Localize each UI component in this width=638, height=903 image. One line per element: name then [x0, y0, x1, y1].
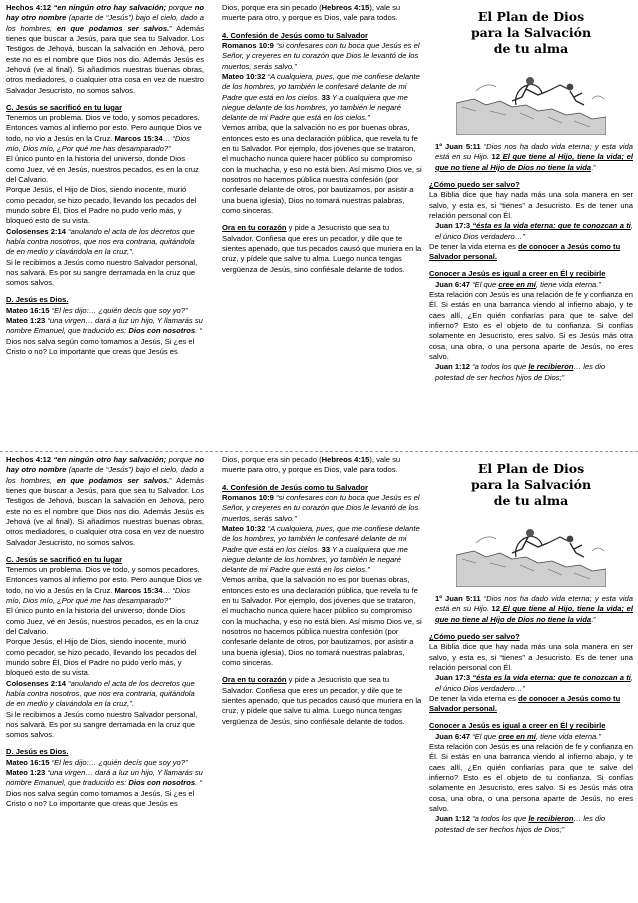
verse-quote: Y a cualquiera que me niegue delante de los hombres, yo también le negaré delante de mi Padre que está en los cielos.”: [222, 92, 408, 123]
verse-quote: en que podamos ser salvos.: [52, 475, 170, 485]
verse-ref: Mateo 1:23: [6, 768, 46, 778]
section-heading: C. Jesús se sacrificó en tu lugar: [6, 554, 123, 564]
title-line: El Plan de Dios: [477, 461, 585, 476]
verse-quote: “Dios mío, Dios mío, ¿Por qué me has desamparado?”: [6, 585, 191, 606]
verse-quote: , el único Dios verdadero…”: [435, 221, 633, 241]
title-line: de tu alma: [493, 493, 569, 508]
verse-quote: … les dio potestad de ser hechos hijos de Dios;”: [435, 814, 606, 834]
verse-quote: .”: [591, 162, 596, 172]
verse-quote: cree en mí: [498, 731, 536, 741]
verse-quote: ”: [169, 475, 172, 485]
section-heading: Conocer a Jesús es igual a creer en Él y recibirle: [429, 721, 606, 731]
body-text: ), vale su muerte para otro, y porque es Dios, vale para todos.: [222, 455, 401, 475]
verse-quote: no hay otro nombre: [6, 455, 204, 475]
verse-ref: 1º Juan 5:11: [435, 142, 481, 151]
paragraph-sacrificio: [6, 113, 204, 154]
verse-ref: 12: [488, 604, 501, 614]
verse-juan6: [429, 280, 633, 290]
column-middle: [222, 3, 422, 449]
cliff-rescue-illustration: [456, 61, 606, 135]
column-left: [6, 455, 204, 901]
paragraph-mateo-10: [222, 72, 422, 124]
emphasis-text: Ora en tu corazón: [222, 675, 287, 685]
verse-quote: “El les dijo:… ¿quién decís que soy yo?”: [49, 757, 188, 767]
verse-quote: “a todos los que: [470, 814, 529, 824]
verse-ref: Mateo 16:15: [6, 757, 50, 767]
column-left: [6, 3, 204, 449]
body-text: Si le recibimos a Jesús como nuestro Salvador personal, nos salvará. Es por su sangre derramada en la cruz que somos salvos.: [6, 257, 198, 288]
verse-quote: “El que: [470, 279, 499, 289]
verse-ref: Colosenses 2:14: [6, 226, 66, 236]
paragraph-sacrificio: [6, 565, 204, 606]
verse-quote: El que tiene al Hijo, tiene la vida; el que no tiene al Hijo de Dios no tiene la vida: [435, 604, 633, 624]
paragraph-mateo: [6, 758, 204, 768]
verse-quote: “A cualquiera, pues, que me confiese delante de los hombres, yo también le confesaré delante de mi Padre que está en los cielos.: [222, 71, 420, 102]
verse-juan1: [429, 814, 633, 835]
verse-quote: “si confesares con tu boca que Jesús es el Señor, y creyeres en tu corazón que Dios le levantó de los muertos, serás salvo.”: [222, 40, 420, 71]
verse-quote: “anulando el acta de los decretos que había contra nosotros, que nos era contraria, quitándola de en medio y clavándola en la cruz,”.: [6, 678, 195, 709]
paragraph-conocer: [429, 694, 633, 715]
paragraph-romanos: [222, 493, 422, 524]
column-middle: [222, 455, 422, 901]
verse-ref: Juan 1:12: [435, 362, 471, 372]
verse-ref: 33: [319, 544, 331, 554]
body-text: Dios nos salva según como tomamos a Jesús, Si ¿es el Cristo o no? Lo importante que creas que Jesús es: [6, 336, 195, 356]
verse-juan17: [429, 673, 633, 694]
body-text: ), vale su muerte para otro, y porque es Dios, vale para todos.: [222, 3, 401, 23]
verse-ref: Juan 6:47: [435, 279, 471, 289]
verse-quote: “Dios nos ha dado vida eterna; y esta vida está en su Hijo.: [435, 594, 633, 614]
body-text: Porque Jesús, el Hijo de Dios, siendo inocente, murió como pecador, se hizo pecado, llevando los pecados del mundo sobre Él, Dios el Padre no pudo verlo más, y bloqueó esto de su vista.: [6, 185, 197, 226]
paragraph-hebreos: [222, 3, 422, 24]
column-right: [429, 455, 633, 901]
column-right: [429, 3, 633, 449]
verse-quote: ”: [169, 23, 172, 33]
verse-quote: (aparte de “Jesús”) bajo el cielo, dado a los hombres,: [6, 465, 204, 485]
body-text: El único punto en la historia del universo, donde Dios como Juez, vé en Jesús, nuestros pecados, es en la cruz del Calvario.: [6, 606, 199, 636]
verse-ref: Hechos 4:12: [6, 3, 52, 12]
verse-quote: porque: [166, 455, 193, 464]
body-text: Porque Jesús, el Hijo de Dios, siendo inocente, murió como pecador, se hizo pecado, llevando los pecados del mundo sobre Él, Dios el Padre no pudo verlo más, y bloqueó esto de su vista.: [6, 637, 197, 678]
section-heading: D. Jesús es Dios.: [6, 295, 69, 305]
verse-ref: Hebreos 4:15: [321, 3, 370, 12]
brochure-bottom: [0, 452, 638, 903]
body-text: …: [162, 585, 171, 595]
verse-quote: “en ningún otro hay salvación;: [53, 3, 167, 12]
verse-quote: “a todos los que: [470, 362, 529, 372]
cliff-rescue-illustration: [456, 513, 606, 587]
body-text: y pide a Jesucristo que sea tu Salvador. Confiesa que eres un pecador, y dile que te sientes apenado, que tus pecados causó que muriera en la cruz, y pídele que salve tu alma. Luego nunca tengas vergüenza de Jesús, sino confiésale delante de todos.: [222, 675, 422, 726]
section-heading: ¿Cómo puedo ser salvo?: [429, 631, 520, 641]
verse-ref: Juan 17:3: [435, 673, 471, 683]
paragraph-romanos: [222, 41, 422, 72]
section-heading: Conocer a Jesús es igual a creer en Él y recibirle: [429, 269, 606, 279]
body-text: El único punto en la historia del universo, donde Dios como Juez, vé en Jesús, nuestros pecados, es en la cruz del Calvario.: [6, 154, 199, 184]
body-text: Vemos arriba, que la salvación no es por buenas obras, entonces esto es una declaración pública, que revela tu fe en tu Salvador. Por ejemplo, dos jóvenes que se trataron, el muchacho nunca quiere hacer público su compromiso con la muchacha, y eso no está bien. Así mismo Dios ve, si nosotros no hacemos pública nuestra confesión (por confesarle delante de otros, por bautizarnos, por asistir a una buena iglesia), Dios no tomará nuestras palabras, como sinceras.: [222, 575, 422, 667]
verse-quote: “ésta es la vida eterna: que te conozcan a ti: [470, 673, 631, 683]
verse-quote: , tiene vida eterna.”: [535, 279, 601, 289]
paragraph-ora: [222, 675, 422, 727]
verse-1juan: [429, 142, 633, 173]
verse-ref: Juan 17:3: [435, 221, 471, 231]
verse-1juan: [429, 594, 633, 625]
verse-ref: Juan 1:12: [435, 814, 471, 824]
verse-quote: “anulando el acta de los decretos que había contra nosotros, que nos era contraria, quitándola de en medio y clavándola en la cruz,”.: [6, 226, 195, 257]
section-heading: ¿Cómo puedo ser salvo?: [429, 179, 520, 189]
body-text: Dios, porque era sin pecado (: [222, 455, 322, 464]
body-text: y pide a Jesucristo que sea tu Salvador. Confiesa que eres un pecador, y dile que te sientes apenado, que tus pecados causó que muriera en la cruz, y pídele que salve tu alma. Luego nunca tengas vergüenza de Jesús, sino confiésale delante de todos.: [222, 223, 422, 274]
verse-quote: “una virgen… dará a luz un hijo, Y llamarás su nombre Emanuel, que traducido es:: [6, 768, 203, 788]
paragraph-hechos: [6, 455, 204, 548]
verse-quote: Dios con nosotros: [126, 778, 196, 788]
paragraph-hebreos: [222, 455, 422, 476]
body-text: …: [162, 133, 171, 143]
verse-quote: no hay otro nombre: [6, 3, 204, 23]
body-text: Dios nos salva según como tomamos a Jesús, Si ¿es el Cristo o no? Lo importante que creas que Jesús es: [6, 788, 195, 808]
verse-quote: El que tiene al Hijo, tiene la vida; el que no tiene al Hijo de Dios no tiene la vida: [435, 152, 633, 172]
verse-quote: Y a cualquiera que me niegue delante de los hombres, yo también le negaré delante de mi Padre que está en los cielos.”: [222, 544, 408, 575]
body-text: Tenemos un problema. Dios ve todo, y somos pecadores. Entonces vamos al infierno por esto. Pero aunque Dios ve todo, no vio a Jesús en la Cruz.: [6, 565, 202, 595]
body-text: De tener la vida eterna es: [429, 241, 519, 251]
verse-quote: , el único Dios verdadero…”: [435, 673, 633, 693]
body-text: De tener la vida eterna es: [429, 693, 519, 703]
verse-ref: Mateo 10:32: [222, 523, 266, 533]
verse-ref: Romanos 10:9: [222, 40, 274, 50]
paragraph-ora: [222, 223, 422, 275]
verse-quote: “una virgen… dará a luz un hijo, Y llamarás su nombre Emanuel, que traducido es:: [6, 316, 203, 336]
verse-ref: Marcos 15:34: [114, 133, 163, 143]
body-text: Esta relación con Jesús es una relación de fe y confianza en Él. Si estás en una barranca viendo al infierno abajo, y te caes allí, ¿En quién confiarías para que te salve del infierno? Esto es el objeto de tu confianza. Si confías solamente en Jesucristo, eres salvo. Si es Jesús más otra cosa, una obra, o una persona aparte de Jesús, no eres salvo.: [429, 742, 633, 813]
body-text: Tenemos un problema. Dios ve todo, y somos pecadores. Entonces vamos al infierno por esto. Pero aunque Dios ve todo, no vio a Jesús en la Cruz.: [6, 113, 202, 143]
paragraph-conocer: [429, 242, 633, 263]
verse-quote: “en ningún otro hay salvación;: [53, 455, 167, 464]
verse-ref: 33: [319, 92, 331, 102]
verse-quote: Dios con nosotros: [126, 326, 196, 336]
verse-ref: Romanos 10:9: [222, 492, 274, 502]
verse-quote: “A cualquiera, pues, que me confiese delante de los hombres, yo también le confesaré delante de mi Padre que está en los cielos.: [222, 523, 420, 554]
verse-quote: “Dios nos ha dado vida eterna; y esta vida está en su Hijo.: [435, 142, 633, 162]
paragraph-mateo-2: [6, 768, 204, 789]
verse-quote: (aparte de “Jesús”) bajo el cielo, dado a los hombres,: [6, 13, 204, 33]
verse-quote: “El les dijo:… ¿quién decís que soy yo?”: [49, 305, 188, 315]
paragraph-mateo-10: [222, 524, 422, 576]
body-text: La Biblia dice que hay nada más una sola manera en ser salvo, y esta es, si “tienes” a Jesucristo. Es de tener una relación personal con Él.: [429, 190, 633, 220]
verse-ref: Marcos 15:34: [114, 585, 163, 595]
emphasis-text: de conocer a Jesús como tu Salvador personal.: [429, 693, 621, 714]
verse-juan17: [429, 221, 633, 242]
verse-quote: .”: [591, 614, 596, 624]
verse-ref: Mateo 16:15: [6, 305, 50, 315]
section-heading: C. Jesús se sacrificó en tu lugar: [6, 102, 123, 112]
paragraph-hechos: [6, 3, 204, 96]
verse-quote: “si confesares con tu boca que Jesús es el Señor, y creyeres en tu corazón que Dios le levantó de los muertos, serás salvo.”: [222, 492, 420, 523]
title-line: de tu alma: [493, 41, 569, 56]
verse-quote: , tiene vida eterna.”: [535, 731, 601, 741]
paragraph-mateo: [6, 306, 204, 316]
verse-juan6: [429, 732, 633, 742]
body-text: Vemos arriba, que la salvación no es por buenas obras, entonces esto es una declaración pública, que revela tu fe en tu Salvador. Por ejemplo, dos jóvenes que se trataron, el muchacho nunca quiere hacer público su compromiso con la muchacha, y eso no está bien. Así mismo Dios ve, si nosotros no hacemos pública nuestra confesión (por confesarle delante de otros, por bautizarnos, por asistir a una buena iglesia), Dios no tomará nuestras palabras, como sinceras.: [222, 123, 422, 215]
section-heading: D. Jesús es Dios.: [6, 747, 69, 757]
body-text: Además tienes que buscar a Jesús, para que sea tu Salvador. Los Testigos de Jehová, buscan la salvación en Jehová, pero este no es el nombre que Dios nos dio. Además Jesús es Jehová (ve al final). Si añadimos nuestras buenas obras, otros mediadores, o cualquier otra cosa en vez de nuestro Salvador Jesucristo, no somos salvos.: [6, 475, 204, 547]
emphasis-text: de conocer a Jesús como tu Salvador personal.: [429, 241, 621, 262]
verse-ref: 1º Juan 5:11: [435, 594, 481, 603]
verse-ref: Mateo 10:32: [222, 71, 266, 81]
brochure-title: [429, 461, 633, 509]
verse-quote: le recibieron: [528, 362, 574, 372]
verse-quote: cree en mí: [498, 279, 536, 289]
verse-ref: 12: [488, 152, 501, 162]
paragraph-colosenses: [6, 227, 204, 258]
verse-quote: … les dio potestad de ser hechos hijos de Dios;”: [435, 362, 606, 382]
section-heading: 4. Confesión de Jesús como tu Salvador: [222, 30, 369, 40]
brochure-title: [429, 9, 633, 57]
verse-juan1: [429, 362, 633, 383]
body-text: Si le recibimos a Jesús como nuestro Salvador personal, nos salvará. Es por su sangre derramada en la cruz que somos salvos.: [6, 709, 198, 740]
body-text: Esta relación con Jesús es una relación de fe y confianza en Él. Si estás en una barranca viendo al infierno abajo, y te caes allí, ¿En quién confiarías para que te salve del infierno? Esto es el objeto de tu confianza. Si confías solamente en Jesucristo, eres salvo. Si es Jesús más otra cosa, una obra, o una persona aparte de Jesús, no eres salvo.: [429, 290, 633, 361]
body-text: La Biblia dice que hay nada más una sola manera en ser salvo, y esta es, si “tienes” a Jesucristo. Es de tener una relación personal con Él.: [429, 642, 633, 672]
verse-quote: “Dios mío, Dios mío, ¿Por qué me has desamparado?”: [6, 133, 191, 154]
verse-ref: Hebreos 4:15: [321, 455, 370, 464]
paragraph-mateo-2: [6, 316, 204, 337]
verse-quote: “El que: [470, 731, 499, 741]
verse-quote: . “: [195, 778, 202, 788]
verse-quote: . “: [195, 326, 202, 336]
brochure-top: [0, 0, 638, 451]
title-line: para la Salvación: [470, 25, 592, 40]
body-text: Además tienes que buscar a Jesús, para que sea tu Salvador. Los Testigos de Jehová, buscan la salvación en Jehová, pero este no es el nombre que Dios nos dio. Además Jesús es Jehová (ve al final). Si añadimos nuestras buenas obras, otros mediadores, o cualquier otra cosa en vez de nuestro Salvador Jesucristo, no somos salvos.: [6, 23, 204, 95]
verse-quote: le recibieron: [528, 814, 574, 824]
title-line: El Plan de Dios: [477, 9, 585, 24]
body-text: Dios, porque era sin pecado (: [222, 3, 322, 12]
verse-ref: Mateo 1:23: [6, 316, 46, 326]
verse-quote: en que podamos ser salvos.: [52, 23, 170, 33]
paragraph-colosenses: [6, 679, 204, 710]
section-heading: 4. Confesión de Jesús como tu Salvador: [222, 482, 369, 492]
verse-ref: Hechos 4:12: [6, 455, 52, 464]
verse-quote: porque: [166, 3, 193, 12]
verse-ref: Colosenses 2:14: [6, 678, 66, 688]
verse-quote: “ésta es la vida eterna: que te conozcan a ti: [470, 221, 631, 231]
title-line: para la Salvación: [470, 477, 592, 492]
verse-ref: Juan 6:47: [435, 731, 471, 741]
emphasis-text: Ora en tu corazón: [222, 223, 287, 233]
